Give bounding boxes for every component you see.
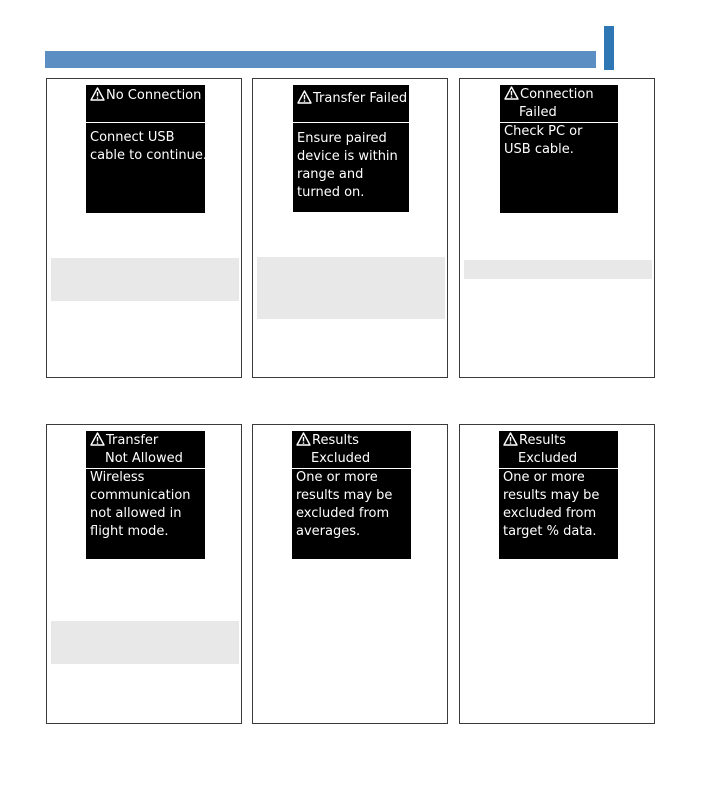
screen-message — [499, 469, 618, 541]
screen-message-line: not allowed in — [90, 506, 182, 521]
screen-title — [500, 85, 618, 123]
screen-title — [293, 85, 409, 123]
warning-triangle-icon — [90, 432, 105, 446]
screen-title — [499, 431, 618, 469]
screen-message — [86, 129, 205, 165]
screen-title-text: Connection — [520, 87, 594, 102]
meter-screen — [86, 85, 205, 213]
screen-message-line: turned on. — [297, 185, 365, 200]
screen-title — [292, 431, 411, 469]
screen-message-line: Check PC or — [504, 124, 583, 139]
screen-message-line: range and — [297, 167, 364, 182]
meter-screen — [500, 85, 618, 213]
screen-message-line: One or more — [296, 470, 378, 485]
note-box — [51, 258, 239, 301]
screen-message-line: cable to continue. — [90, 148, 207, 163]
screen-title-text: Results — [519, 433, 566, 448]
header-bar — [45, 51, 596, 68]
meter-screen — [499, 431, 618, 559]
note-box — [464, 260, 652, 279]
screen-title-text: Transfer — [106, 433, 159, 448]
message-panel — [46, 424, 242, 724]
screen-message-line: averages. — [296, 524, 361, 539]
meter-screen — [292, 431, 411, 559]
screen-message-line: target % data. — [503, 524, 597, 539]
screen-title-text: Transfer Failed — [313, 91, 408, 106]
warning-triangle-icon — [296, 432, 311, 446]
screen-message-line: Wireless — [90, 470, 145, 485]
message-panel — [46, 78, 242, 378]
screen-title-text: Results — [312, 433, 359, 448]
screen-title-text: Excluded — [311, 451, 371, 466]
meter-screen — [293, 85, 409, 212]
screen-title — [86, 85, 205, 123]
note-box — [257, 257, 445, 319]
screen-title — [86, 431, 205, 469]
screen-message — [293, 130, 409, 202]
message-panel — [252, 78, 448, 378]
screen-message-line: Connect USB — [90, 130, 175, 145]
message-panel — [252, 424, 448, 724]
screen-message-line: results may be — [503, 488, 600, 503]
screen-message-line: results may be — [296, 488, 393, 503]
screen-message — [292, 469, 411, 541]
message-panel — [459, 78, 655, 378]
meter-screen — [86, 431, 205, 559]
note-box — [51, 621, 239, 664]
screen-message — [500, 123, 618, 159]
warning-triangle-icon — [90, 87, 105, 101]
screen-message-line: flight mode. — [90, 524, 169, 539]
warning-triangle-icon — [503, 432, 518, 446]
screen-message-line: excluded from — [503, 506, 597, 521]
screen-title-text: Excluded — [518, 451, 578, 466]
screen-title-text: No Connection — [106, 88, 202, 103]
screen-message-line: device is within — [297, 149, 398, 164]
screen-message-line: One or more — [503, 470, 585, 485]
screen-message-line: communication — [90, 488, 191, 503]
header-tab-marker — [604, 26, 614, 70]
message-panel — [459, 424, 655, 724]
screen-message-line: USB cable. — [504, 142, 574, 157]
screen-message-line: Ensure paired — [297, 131, 387, 146]
warning-triangle-icon — [297, 90, 312, 104]
warning-triangle-icon — [504, 86, 519, 100]
screen-message-line: excluded from — [296, 506, 390, 521]
screen-message — [86, 469, 205, 541]
screen-title-text: Not Allowed — [105, 451, 183, 466]
screen-title-text: Failed — [519, 105, 557, 120]
